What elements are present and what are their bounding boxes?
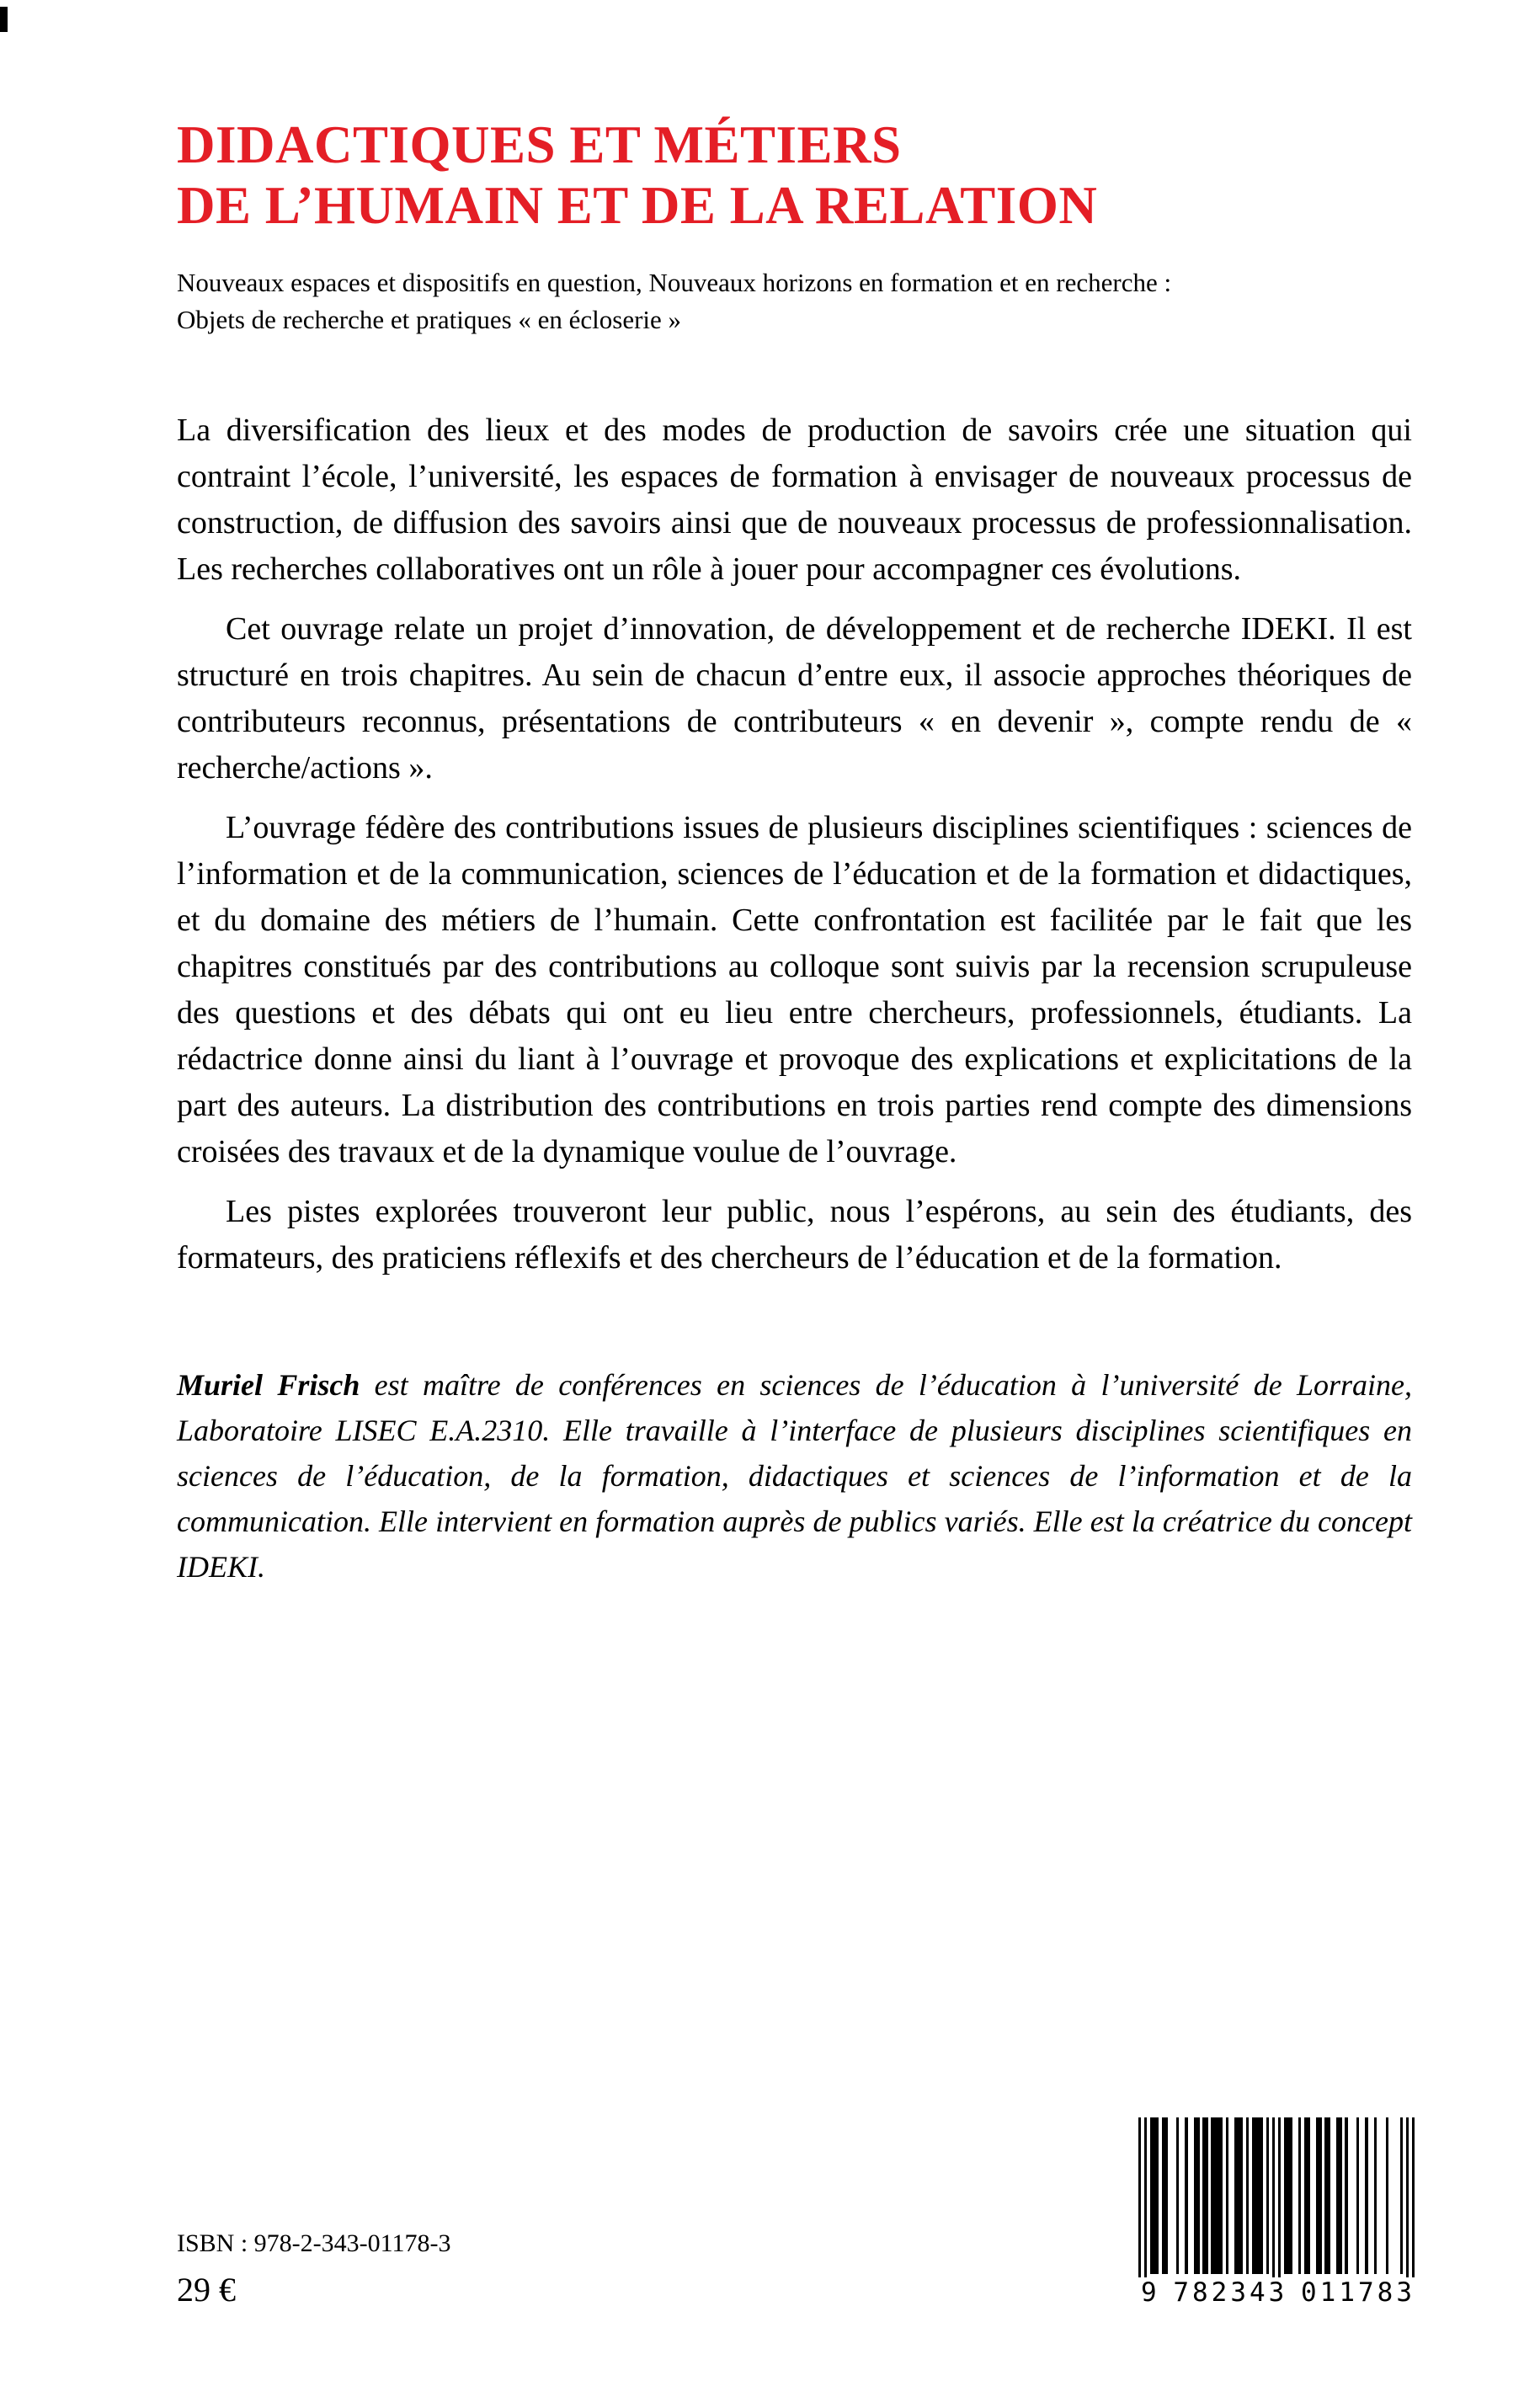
book-subtitle-line1: Nouveaux espaces et dispositifs en question, Nouveaux horizons en formation et en recherche : <box>177 268 1172 297</box>
ean13-barcode <box>1138 2117 1418 2308</box>
price-text: 29 € <box>177 2271 236 2309</box>
paragraph-3: L’ouvrage fédère des contributions issues de plusieurs disciplines scientifiques : sciences de l’information et de la communication, sciences de l’éducation et de la formation et didactiques, et du domaine des métiers de l’humain. Cette confrontation est facilitée par le fait que les chapitres constitués par des contributions au colloque sont suivis par la recension scrupuleuse des questions et des débats qui ont eu lieu entre chercheurs, professionnels, étudiants. La rédactrice donne ainsi du liant à l’ouvrage et provoque des explications et explicitations de la part des auteurs. La distribution des contributions en trois parties rend compte des dimensions croisées des travaux et de la dynamique voulue de l’ouvrage. <box>177 810 1412 1169</box>
barcode-digit-group-1: 9 <box>1138 2277 1163 2308</box>
book-subtitle <box>177 264 1412 338</box>
author-bio <box>177 1362 1412 1590</box>
barcode-bars <box>1138 2117 1418 2296</box>
author-name: Muriel Frisch <box>177 1368 360 1402</box>
barcode-digit-group-2: 782343 <box>1170 2277 1290 2308</box>
paragraph-4: Les pistes explorées trouveront leur public, nous l’espérons, au sein des étudiants, des formateurs, des praticiens réflexifs et des chercheurs de l’éducation et de la formation. <box>177 1194 1412 1276</box>
book-title <box>177 115 1412 236</box>
barcode-digit-group-3: 011783 <box>1298 2277 1418 2308</box>
print-crop-mark <box>0 7 8 32</box>
paragraph-1: La diversification des lieux et des modes de production de savoirs crée une situation qui contraint l’école, l’université, les espaces de formation à envisager de nouveaux processus de construction, de diffusion des savoirs ainsi que de nouveaux processus de professionnalisation. Les recherches collaboratives ont un rôle à jouer pour accompagner ces évolutions. <box>177 413 1412 587</box>
isbn-text: ISBN : 978-2-343-01178-3 <box>177 2229 451 2257</box>
paragraph-2: Cet ouvrage relate un projet d’innovation, de développement et de recherche IDEKI. Il est structuré en trois chapitres. Au sein de chacun d’entre eux, il associe approches théoriques de contributeurs reconnus, présentations de contributeurs « en devenir », compte rendu de « recherche/actions ». <box>177 611 1412 786</box>
text-column <box>177 0 1412 1590</box>
barcode-digits <box>1138 2277 1418 2308</box>
book-title-line2: DE L’HUMAIN ET DE LA RELATION <box>177 176 1098 235</box>
back-cover-text <box>177 407 1412 1281</box>
book-subtitle-line2: Objets de recherche et pratiques « en écloserie » <box>177 305 682 334</box>
author-bio-text: est maître de conférences en sciences de l’éducation à l’université de Lorraine, Laboratoire LISEC E.A.2310. Elle travaille à l’interface de plusieurs disciplines scientifiques en sciences de l’éducation, de la formation, didactiques et sciences de l’information et de la communication. Elle intervient en formation auprès de publics variés. Elle est la créatrice du concept IDEKI. <box>177 1368 1413 1584</box>
book-title-line1: DIDACTIQUES ET MÉTIERS <box>177 115 902 174</box>
